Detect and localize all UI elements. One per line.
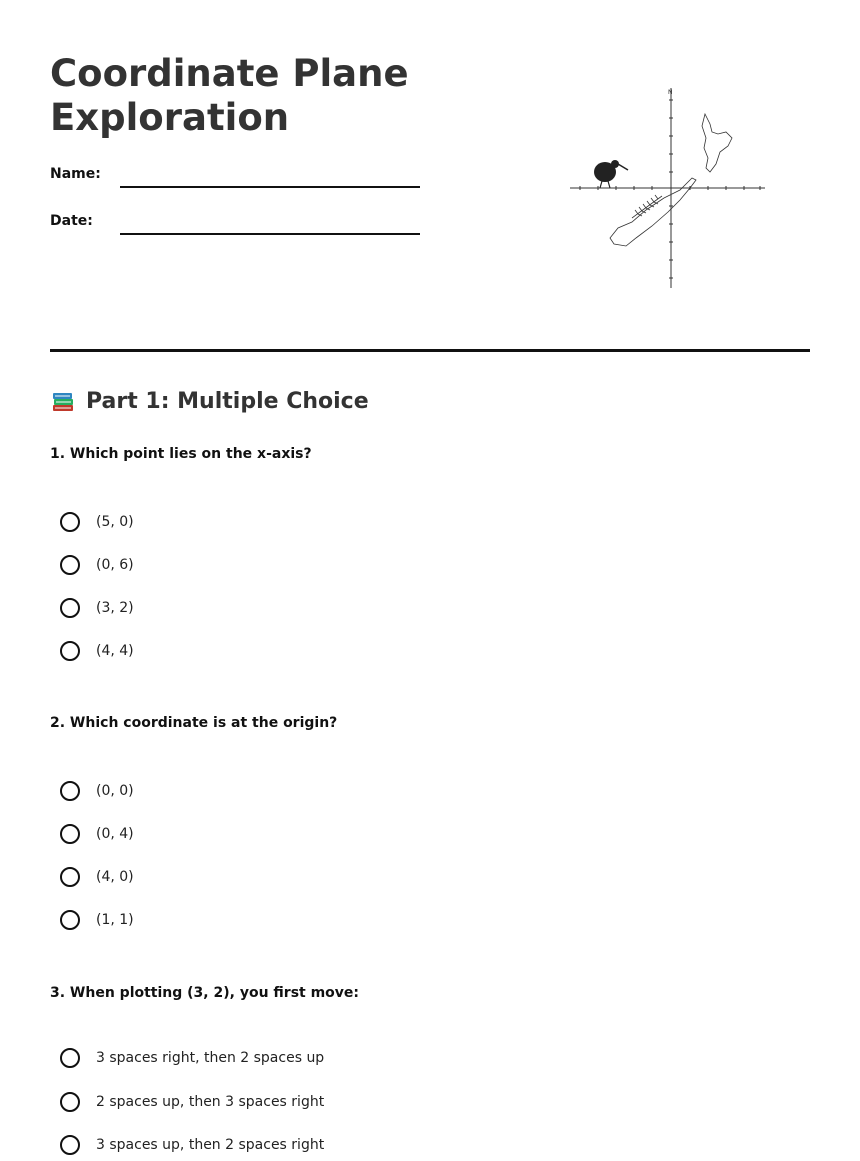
radio-button[interactable] [60,512,80,532]
q2-option-4[interactable] [60,907,134,933]
option-label: (0, 4) [96,826,134,842]
question-1: 1. Which point lies on the x-axis? [50,446,312,462]
radio-button[interactable] [60,824,80,844]
name-label: Name: [50,166,101,182]
section-title-text: Part 1: Multiple Choice [86,388,369,414]
section-title [50,388,369,414]
option-label: (3, 2) [96,600,134,616]
q2-option-3[interactable] [60,864,134,890]
q3-option-3[interactable] [60,1132,324,1158]
option-label: (4, 0) [96,869,134,885]
option-label: (1, 1) [96,912,134,928]
question-3: 3. When plotting (3, 2), you first move: [50,985,360,1001]
radio-button[interactable] [60,598,80,618]
option-label: (0, 6) [96,557,134,573]
option-label: (4, 4) [96,643,134,659]
q1-option-2[interactable] [60,552,134,578]
radio-button[interactable] [60,641,80,661]
radio-button[interactable] [60,867,80,887]
option-label: (5, 0) [96,514,134,530]
radio-button[interactable] [60,555,80,575]
q1-option-4[interactable] [60,638,134,664]
radio-button[interactable] [60,781,80,801]
q1-option-1[interactable] [60,509,134,535]
radio-button[interactable] [60,910,80,930]
date-label: Date: [50,213,93,229]
radio-button[interactable] [60,1092,80,1112]
option-label: 3 spaces up, then 2 spaces right [96,1137,325,1153]
title-line-1: Coordinate Plane [50,52,409,95]
question-2: 2. Which coordinate is at the origin? [50,715,338,731]
date-field[interactable] [120,233,420,235]
option-label: 3 spaces right, then 2 spaces up [96,1050,325,1066]
q3-option-2[interactable] [60,1089,324,1115]
section-divider [50,349,810,352]
books-icon [50,388,76,414]
q2-option-2[interactable] [60,821,134,847]
page-title [50,52,490,140]
q3-option-1[interactable] [60,1045,324,1071]
q2-option-1[interactable] [60,778,134,804]
q1-option-3[interactable] [60,595,134,621]
title-line-2: Exploration [50,96,290,139]
coordinate-plane-new-zealand-kiwi-icon [560,60,790,300]
option-label: (0, 0) [96,783,134,799]
radio-button[interactable] [60,1135,80,1155]
option-label: 2 spaces up, then 3 spaces right [96,1094,325,1110]
north-letter: N [668,89,673,96]
radio-button[interactable] [60,1048,80,1068]
name-field[interactable] [120,186,420,188]
